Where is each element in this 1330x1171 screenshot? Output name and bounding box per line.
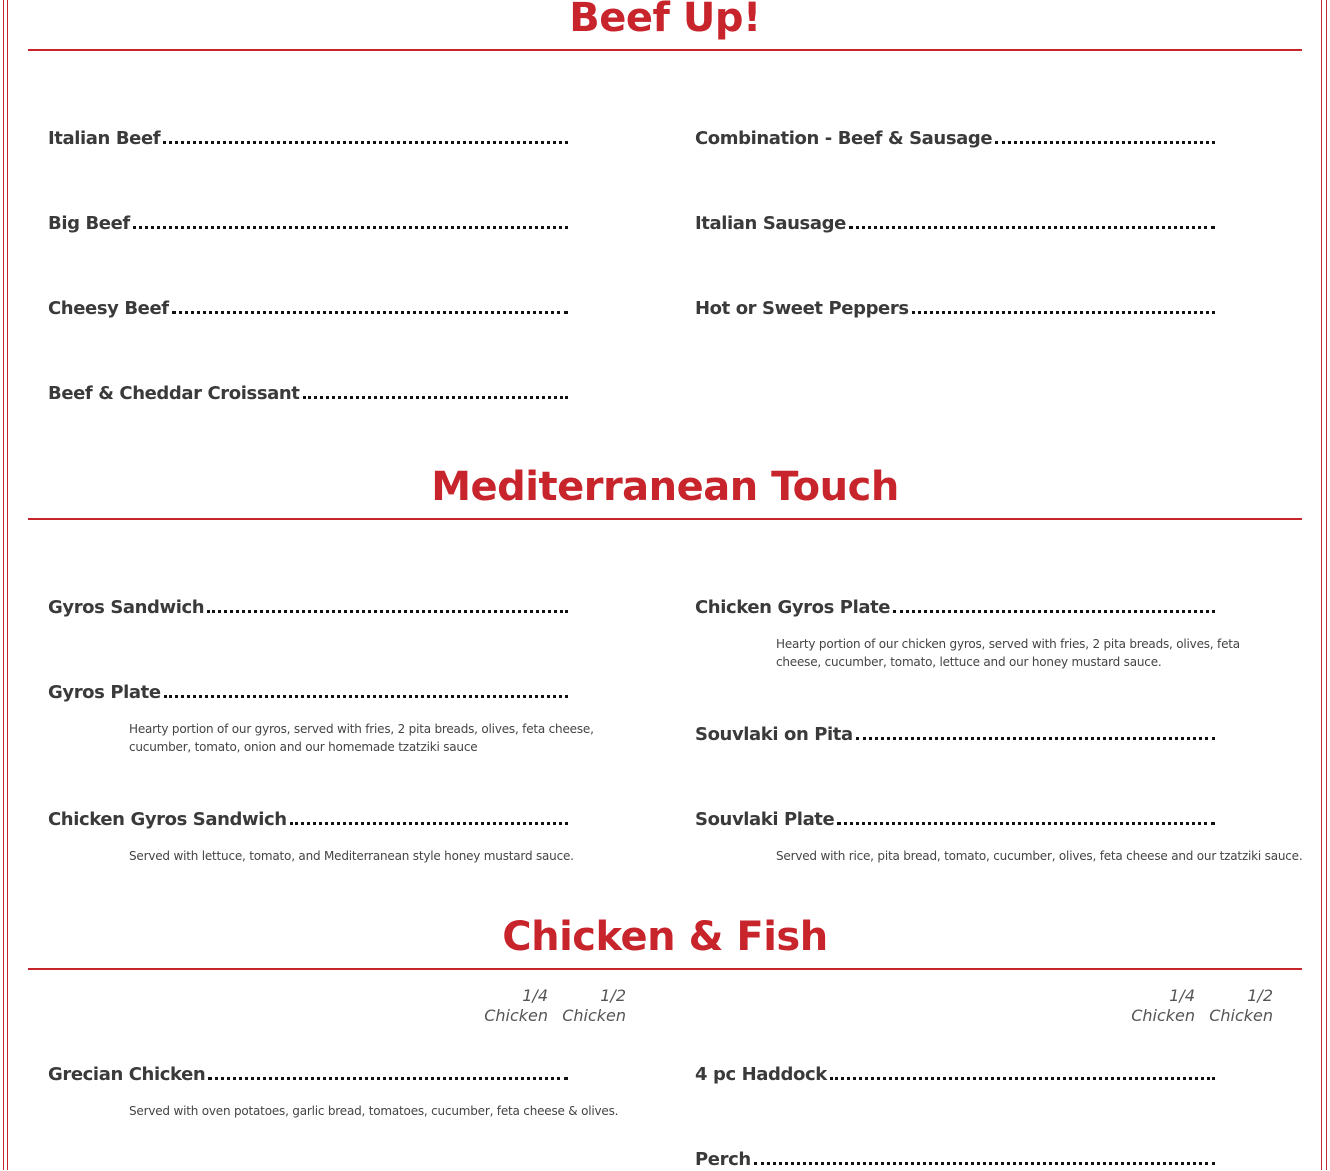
- menu-item-name: Big Beef: [48, 213, 130, 234]
- dotted-leader: [912, 311, 1215, 314]
- menu-item[interactable]: [695, 290, 1215, 320]
- menu-item-description: Hearty portion of our chicken gyros, served with fries, 2 pita breads, olives, feta cheese, cucumber, tomato, lettuce and our honey mustard sauce.: [776, 637, 1240, 669]
- frame-border-left-outer: [3, 0, 4, 1170]
- menu-item[interactable]: [48, 290, 568, 320]
- column-header-quarter-chicken: [1125, 986, 1195, 1026]
- menu-item-name: Beef & Cheddar Croissant: [48, 383, 300, 404]
- section-title-chicken-fish: Chicken & Fish: [502, 914, 828, 960]
- section-title-mediterranean: Mediterranean Touch: [431, 464, 899, 510]
- menu-item[interactable]: [695, 589, 1215, 619]
- dotted-leader: [133, 226, 568, 229]
- menu-item-description: Served with oven potatoes, garlic bread, tomatoes, cucumber, feta cheese & olives.: [129, 1104, 619, 1118]
- dotted-leader: [164, 695, 568, 698]
- menu-item[interactable]: [48, 674, 568, 704]
- section-rule-chicken-fish: [28, 968, 1302, 970]
- column-header-label: Chicken: [562, 1006, 626, 1025]
- frame-border-right-outer: [1326, 0, 1327, 1170]
- column-header-label: Chicken: [1131, 1006, 1195, 1025]
- section-rule-beef: [28, 49, 1302, 51]
- column-header-label: Chicken: [484, 1006, 548, 1025]
- menu-item-name: Souvlaki Plate: [695, 809, 835, 830]
- column-header-fraction: 1/4: [522, 986, 548, 1005]
- menu-item[interactable]: [48, 801, 568, 831]
- column-header-fraction: 1/2: [1247, 986, 1273, 1005]
- menu-item-name: Souvlaki on Pita: [695, 724, 853, 745]
- menu-item-name: Hot or Sweet Peppers: [695, 298, 909, 319]
- menu-item-name: Chicken Gyros Plate: [695, 597, 891, 618]
- dotted-leader: [830, 1077, 1215, 1080]
- menu-item-name: Cheesy Beef: [48, 298, 169, 319]
- menu-item-name: Gyros Sandwich: [48, 597, 205, 618]
- dotted-leader: [995, 141, 1215, 144]
- dotted-leader: [849, 226, 1215, 229]
- dotted-leader: [207, 610, 568, 613]
- dotted-leader: [856, 737, 1215, 740]
- menu-item[interactable]: [695, 120, 1215, 150]
- dotted-leader: [172, 311, 568, 314]
- menu-item-description: Hearty portion of our gyros, served with fries, 2 pita breads, olives, feta cheese, cucumber, tomato, onion and our homemade tzatziki sauce: [129, 722, 594, 754]
- menu-item-name: Italian Sausage: [695, 213, 846, 234]
- dotted-leader: [290, 822, 568, 825]
- menu-item[interactable]: [695, 1056, 1215, 1086]
- dotted-leader: [163, 141, 568, 144]
- dotted-leader: [208, 1077, 568, 1080]
- column-header-fraction: 1/4: [1169, 986, 1195, 1005]
- menu-item-name: Chicken Gyros Sandwich: [48, 809, 287, 830]
- menu-item-name: Gyros Plate: [48, 682, 161, 703]
- menu-item[interactable]: [48, 375, 568, 405]
- menu-item-description: Served with rice, pita bread, tomato, cucumber, olives, feta cheese and our tzatziki sauce.: [776, 849, 1303, 863]
- dotted-leader: [754, 1162, 1215, 1165]
- menu-item-name: Grecian Chicken: [48, 1064, 206, 1085]
- column-header-fraction: 1/2: [600, 986, 626, 1005]
- column-header-half-chicken: [556, 986, 626, 1026]
- column-header-label: Chicken: [1209, 1006, 1273, 1025]
- section-rule-mediterranean: [28, 518, 1302, 520]
- menu-item[interactable]: [48, 120, 568, 150]
- menu-item-name: Combination - Beef & Sausage: [695, 128, 993, 149]
- menu-item[interactable]: [48, 205, 568, 235]
- menu-item-description: Served with lettuce, tomato, and Mediterranean style honey mustard sauce.: [129, 849, 574, 863]
- menu-item[interactable]: [48, 1056, 568, 1086]
- menu-item[interactable]: [695, 205, 1215, 235]
- dotted-leader: [837, 822, 1215, 825]
- column-header-quarter-chicken: [478, 986, 548, 1026]
- menu-item[interactable]: [695, 716, 1215, 746]
- frame-border-right-inner: [1321, 0, 1322, 1170]
- menu-item-name: Italian Beef: [48, 128, 161, 149]
- column-header-half-chicken: [1203, 986, 1273, 1026]
- menu-item[interactable]: [695, 1141, 1215, 1171]
- section-title-beef: Beef Up!: [569, 0, 761, 41]
- dotted-leader: [303, 396, 568, 399]
- menu-item[interactable]: [695, 801, 1215, 831]
- frame-border-left-inner: [7, 0, 8, 1170]
- menu-item-name: Perch: [695, 1149, 751, 1170]
- menu-item-name: 4 pc Haddock: [695, 1064, 827, 1085]
- dotted-leader: [893, 610, 1215, 613]
- menu-item[interactable]: [48, 589, 568, 619]
